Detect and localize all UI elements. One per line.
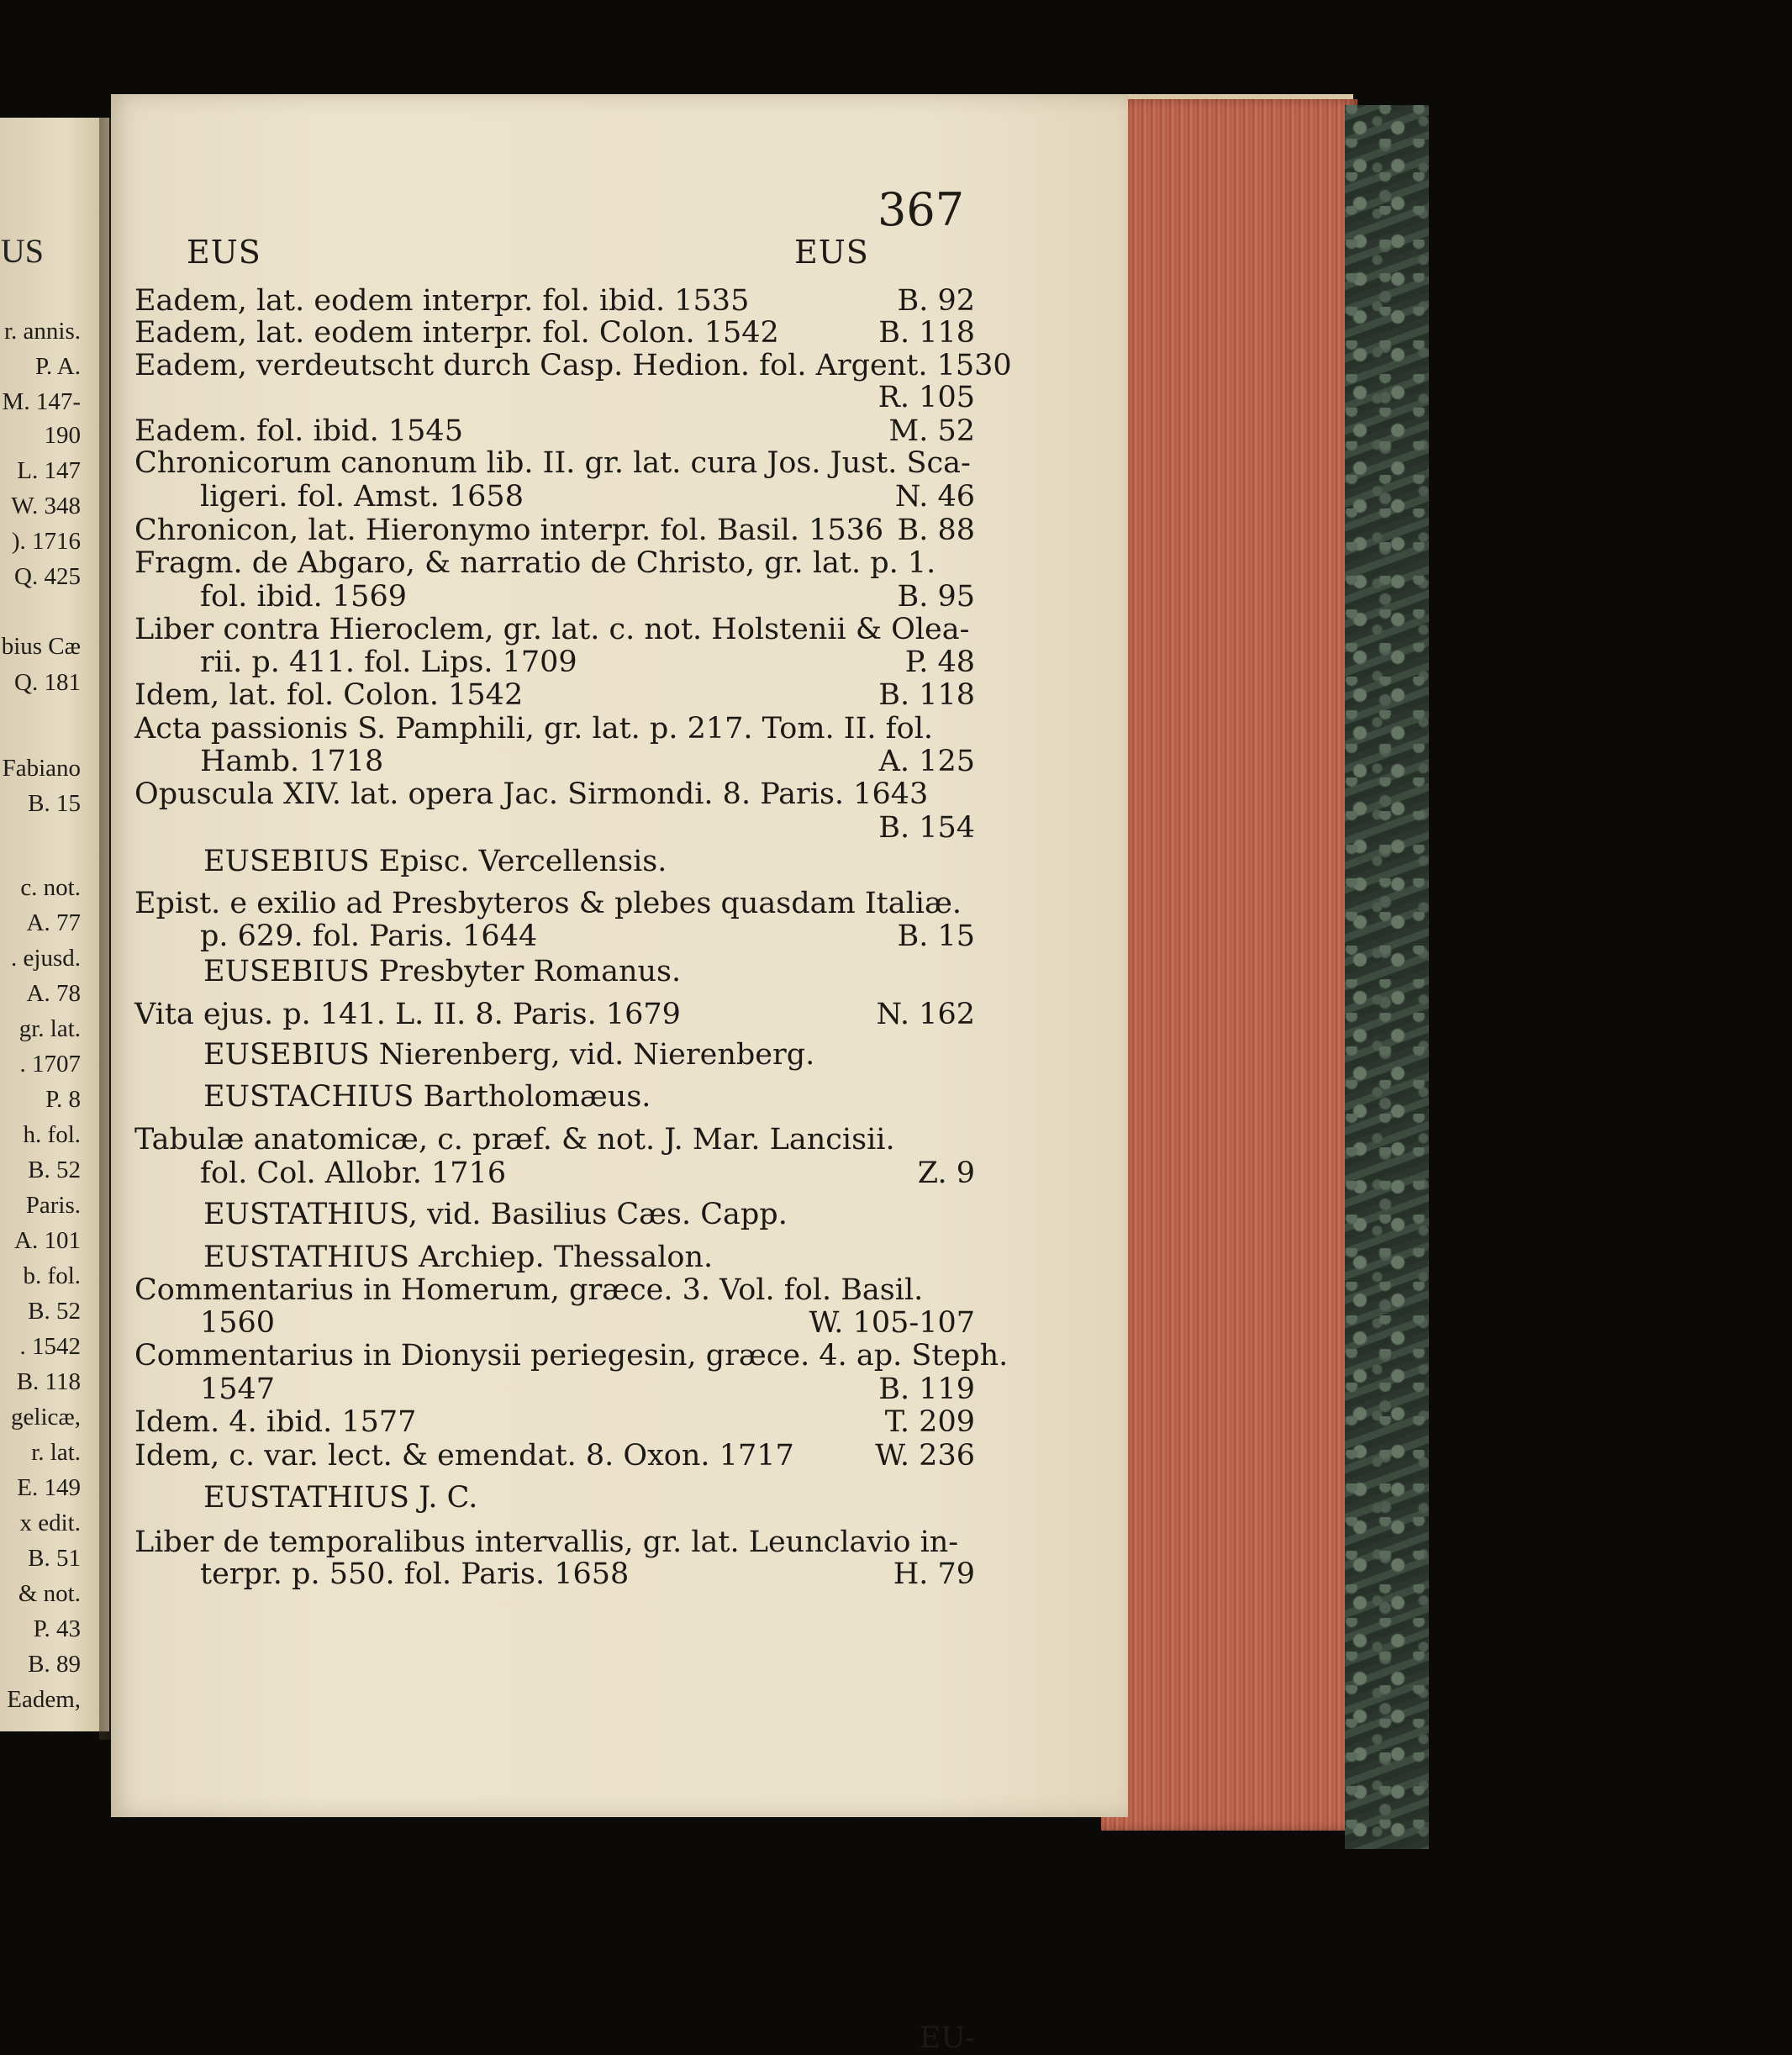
shelfmark: B. 118 (878, 678, 975, 712)
left-page-line: h. fol. (23, 1121, 81, 1148)
left-page-line: . 1707 (19, 1051, 81, 1078)
author-heading-row (134, 1198, 975, 1230)
catalog-entry-row (134, 645, 975, 677)
catalog-entry-row (134, 745, 975, 777)
left-page-line: P. A. (34, 353, 81, 380)
left-page-line: gelicæ, (11, 1404, 81, 1431)
shelfmark: B. 15 (897, 919, 975, 953)
catchword: EU- (919, 2021, 975, 2055)
left-page-line: . 1542 (19, 1333, 81, 1360)
running-head-left: EUS (187, 234, 261, 271)
left-page-line: E. 149 (17, 1474, 81, 1501)
shelfmark: H. 79 (893, 1557, 975, 1591)
author-heading-row (134, 1038, 975, 1070)
entry-text: Fragm. de Abgaro, & narratio de Christo, gr. lat. p. 1. (134, 546, 936, 580)
catalog-entry-row (134, 284, 975, 316)
catalog-entry-row (134, 811, 975, 843)
left-page-line: r. lat. (31, 1439, 81, 1466)
left-page-line: c. not. (20, 874, 81, 901)
marbled-cover (1345, 105, 1429, 1849)
catalog-entry-row (134, 1306, 975, 1338)
entry-text: Epist. e exilio ad Presbyteros & plebes quasdam Italiæ. (134, 887, 962, 920)
entry-text: fol. ibid. 1569 (200, 580, 407, 614)
catalog-entry-row (134, 1157, 975, 1188)
left-page-line: Fabiano (2, 755, 81, 782)
left-page-line: B. 89 (28, 1651, 81, 1678)
entry-text: Hamb. 1718 (200, 745, 384, 778)
author-heading: EUSTATHIUS Archiep. Thessalon. (203, 1241, 714, 1274)
entry-text: rii. p. 411. fol. Lips. 1709 (200, 645, 577, 679)
catalog-entry-row (134, 919, 975, 951)
running-head-right: EUS (794, 234, 869, 271)
entry-text: Tabulæ anatomicæ, c. præf. & not. J. Mar. Lancisii. (134, 1123, 895, 1157)
left-page-line: r. annis. (3, 318, 81, 345)
shelfmark: T. 209 (884, 1405, 975, 1439)
shelfmark: B. 88 (897, 514, 975, 547)
left-page-line: x edit. (19, 1510, 81, 1536)
left-page-line: B. 52 (28, 1157, 81, 1183)
catalog-entry-row (134, 1439, 975, 1471)
entry-text: Eadem. fol. ibid. 1545 (134, 414, 463, 448)
entry-text: Commentarius in Dionysii periegesin, græce. 4. ap. Steph. (134, 1339, 1009, 1373)
author-heading-row (134, 845, 975, 877)
catalog-entry-row (134, 480, 975, 512)
left-page-line: gr. lat. (18, 1015, 81, 1042)
entry-text: p. 629. fol. Paris. 1644 (200, 919, 538, 953)
shelfmark: W. 236 (875, 1439, 975, 1473)
catalog-entry-row (134, 414, 975, 446)
catalog-entry-row (134, 1123, 975, 1155)
shelfmark: R. 105 (878, 381, 975, 414)
entry-text: Commentarius in Homerum, græce. 3. Vol. fol. Basil. (134, 1273, 924, 1307)
author-heading: EUSTATHIUS, vid. Basilius Cæs. Capp. (203, 1198, 788, 1231)
left-page-line: L. 147 (17, 457, 81, 484)
left-page-line: A. 78 (26, 980, 81, 1007)
shelfmark: A. 125 (878, 745, 975, 778)
shelfmark: B. 119 (878, 1373, 975, 1406)
shelfmark: B. 154 (878, 811, 975, 845)
catalog-entry-row (134, 712, 975, 744)
shelfmark: Z. 9 (917, 1157, 975, 1190)
catalog-entry-row (134, 678, 975, 710)
left-page-line: M. 147- (2, 388, 81, 415)
catalog-entry-row (134, 1273, 975, 1305)
left-running-head: US (0, 232, 44, 270)
catalog-entry-row (134, 777, 975, 809)
author-heading: EUSTACHIUS Bartholomæus. (203, 1080, 651, 1114)
shelfmark: W. 105-107 (809, 1306, 975, 1340)
entry-text: Idem, lat. fol. Colon. 1542 (134, 678, 524, 712)
author-heading-row (134, 1481, 975, 1513)
author-heading: EUSEBIUS Episc. Vercellensis. (203, 845, 667, 878)
catalog-entry-row (134, 580, 975, 612)
shelfmark: B. 118 (878, 316, 975, 350)
left-page-line: Paris. (25, 1192, 81, 1219)
entry-text: Eadem, lat. eodem interpr. fol. ibid. 1535 (134, 284, 750, 318)
entry-text: Chronicorum canonum lib. II. gr. lat. cura Jos. Just. Sca- (134, 446, 971, 480)
entry-text: Eadem, lat. eodem interpr. fol. Colon. 1542 (134, 316, 779, 350)
shelfmark: N. 162 (876, 998, 975, 1031)
catalog-entry-row (134, 381, 975, 413)
author-heading-row (134, 955, 975, 987)
shelfmark: P. 48 (904, 645, 975, 679)
entry-text: Idem, c. var. lect. & emendat. 8. Oxon. 1717 (134, 1439, 794, 1473)
entry-text: fol. Col. Allobr. 1716 (200, 1157, 507, 1190)
author-heading: EUSEBIUS Nierenberg, vid. Nierenberg. (203, 1038, 815, 1072)
catalog-entry-row (134, 1525, 975, 1557)
entry-text: Liber de temporalibus intervallis, gr. lat. Leunclavio in- (134, 1525, 959, 1559)
left-page-line: Q. 425 (14, 563, 81, 590)
catalog-entry-row (134, 1373, 975, 1404)
left-page-line: 190 (44, 422, 81, 449)
left-page-line: Eadem, (7, 1686, 81, 1713)
left-page-line: & not. (18, 1580, 81, 1607)
catalog-entry-row (134, 1405, 975, 1437)
catalog-entry-row (134, 514, 975, 545)
author-heading: EUSTATHIUS J. C. (203, 1481, 478, 1515)
entry-text: Vita ejus. p. 141. L. II. 8. Paris. 1679 (134, 998, 681, 1031)
left-page-line: P. 43 (33, 1615, 81, 1642)
catalog-entry-row (134, 316, 975, 348)
entry-text: terpr. p. 550. fol. Paris. 1658 (200, 1557, 630, 1591)
catalog-entry-row (134, 1339, 1009, 1373)
left-page-line: W. 348 (11, 493, 81, 519)
left-page-line: A. 101 (14, 1227, 81, 1254)
entry-text: Chronicon, lat. Hieronymo interpr. fol. Basil. 1536 (134, 514, 884, 547)
catalog-entry-row (134, 613, 975, 645)
author-heading: EUSEBIUS Presbyter Romanus. (203, 955, 682, 988)
left-page-line: B. 52 (28, 1298, 81, 1325)
entry-text: Idem. 4. ibid. 1577 (134, 1405, 417, 1439)
left-page-line: ). 1716 (11, 528, 81, 555)
red-page-edges (1101, 99, 1357, 1831)
shelfmark: M. 52 (888, 414, 975, 448)
entry-text: Eadem, verdeutscht durch Casp. Hedion. fol. Argent. 1530 (134, 349, 1012, 382)
catalog-entry-row (134, 546, 975, 578)
left-page-line: b. fol. (23, 1262, 81, 1289)
entry-text: ligeri. fol. Amst. 1658 (200, 480, 524, 514)
left-page-line: Q. 181 (14, 669, 81, 696)
left-page-line: P. 8 (45, 1086, 81, 1113)
entry-text: Acta passionis S. Pamphili, gr. lat. p. 217. Tom. II. fol. (134, 712, 934, 746)
left-page-line: B. 15 (28, 790, 81, 817)
catalog-entry-row (134, 998, 975, 1030)
left-page-line: B. 51 (28, 1545, 81, 1572)
entry-text: Liber contra Hieroclem, gr. lat. c. not. Holstenii & Olea- (134, 613, 970, 646)
entry-text: Opuscula XIV. lat. opera Jac. Sirmondi. 8. Paris. 1643 (134, 777, 929, 811)
left-page-line: B. 118 (16, 1368, 81, 1395)
left-page-line: A. 77 (26, 909, 81, 936)
shelfmark: B. 92 (897, 284, 975, 318)
entry-text: 1547 (200, 1373, 276, 1406)
catalog-entry-row (134, 1557, 975, 1589)
left-page-line: . ejusd. (11, 945, 81, 972)
left-facing-page (0, 118, 109, 1731)
catalog-entry-row (134, 887, 975, 919)
shelfmark: N. 46 (894, 480, 975, 514)
left-page-line: bius Cæ (1, 633, 81, 660)
catchword-row (134, 2021, 975, 2053)
page-number: 367 (878, 183, 965, 236)
shelfmark: B. 95 (897, 580, 975, 614)
author-heading-row (134, 1241, 975, 1273)
entry-text: 1560 (200, 1306, 276, 1340)
catalog-entry-row (134, 349, 1012, 382)
author-heading-row (134, 1080, 975, 1112)
catalog-entry-row (134, 446, 975, 478)
